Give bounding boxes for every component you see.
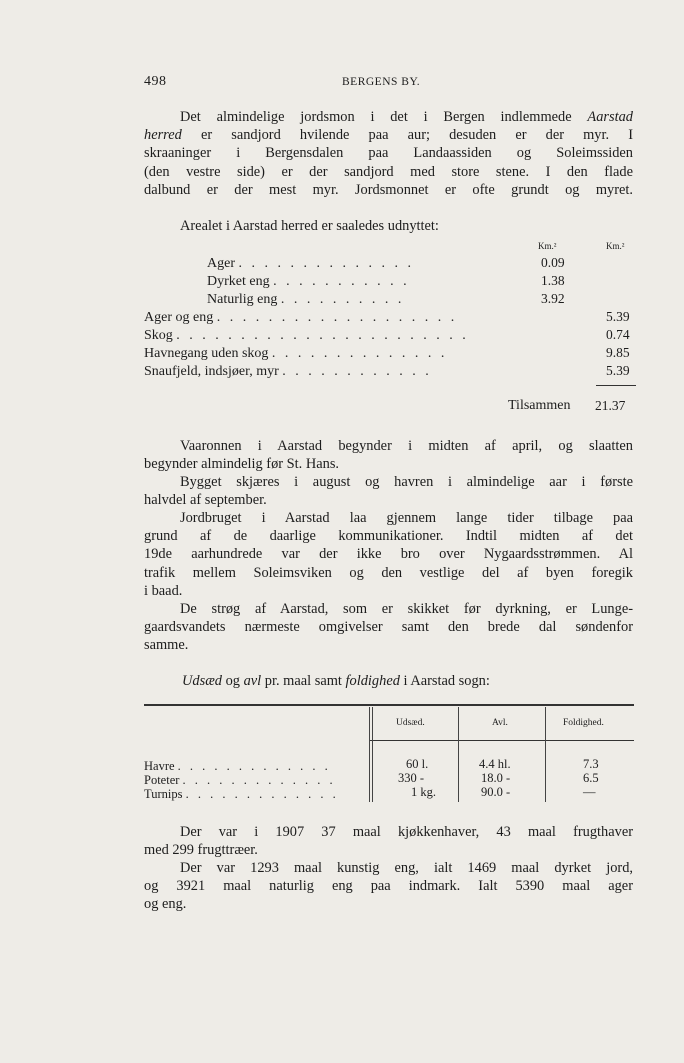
- text-line: [144, 509, 633, 527]
- caption-italic: foldighed: [345, 673, 400, 689]
- area-value: 1.38: [541, 273, 565, 288]
- leader-dots: . . . . . . . . . . . . . . . . . . .: [216, 310, 458, 325]
- table-cell-fold: —: [583, 785, 596, 799]
- area-row: [144, 345, 447, 363]
- text-line: [144, 600, 633, 618]
- row-label: Ager og eng: [144, 310, 214, 325]
- text-line: skraaninger i Bergensdalen paa Landaassiden og Soleimssiden: [144, 145, 633, 162]
- caption-italic: avl: [243, 673, 262, 689]
- paragraph-areas: [144, 600, 633, 655]
- text-line: [144, 859, 633, 877]
- text-line: [144, 473, 633, 491]
- caption-text: pr. maal samt: [264, 673, 342, 689]
- caption-text: og: [225, 673, 240, 689]
- area-value: 3.92: [541, 291, 565, 306]
- row-label: Ager: [207, 256, 235, 271]
- area-value: 5.39: [606, 363, 630, 378]
- text-line: dalbund er der mest myr. Jordsmonnet er ofte grundt og myret.: [144, 181, 633, 198]
- paragraph-soil: [144, 108, 633, 199]
- text-span: Det almindelige jordsmon i det i Bergen indlemmede: [180, 109, 572, 125]
- area-value: 9.85: [606, 345, 630, 360]
- leader-dots: . . . . . . . . . . . . . . . . . . . . . . .: [176, 328, 469, 343]
- row-label: Skog: [144, 328, 173, 343]
- paragraph-agriculture: [144, 509, 633, 600]
- table-col-rule: [458, 707, 459, 802]
- table-cell-udsaed: 1 kg.: [411, 785, 436, 799]
- area-row: [144, 309, 457, 327]
- table-row-label: [144, 773, 336, 788]
- row-label: Havnegang uden skog: [144, 346, 269, 361]
- text-line: (den vestre side) er der sandjord med store stene. I den flade: [144, 163, 633, 180]
- running-title: BERGENS BY.: [342, 76, 421, 88]
- text-line: og 3921 maal naturlig eng paa indmark. Ialt 5390 maal ager: [144, 878, 633, 895]
- table-col-rule: [372, 707, 373, 802]
- text-line: grund af de daarlige kommunikationer. Indtil midten af det: [144, 528, 633, 545]
- table-header-udsaed: Udsæd.: [396, 718, 425, 728]
- table-row-label: [144, 787, 339, 802]
- total-label: Tilsammen: [508, 398, 571, 413]
- text-line: gaardsvandets nærmeste omgivelser samt den brede dal søndenfor: [144, 619, 633, 636]
- text-line: i baad.: [144, 582, 183, 599]
- area-row: [144, 327, 469, 345]
- table-cell-fold: 7.3: [583, 757, 599, 771]
- table-cell-avl: 90.0 -: [481, 785, 511, 799]
- row-label: Havre: [144, 759, 175, 773]
- table-header-avl: Avl.: [492, 718, 508, 728]
- area-value: 0.09: [541, 255, 565, 270]
- text-span: Der var i 1907 37 maal kjøkkenhaver, 43 maal frugthaver: [180, 824, 633, 840]
- row-label: Dyrket eng: [207, 274, 270, 289]
- table-col-rule: [545, 707, 546, 802]
- leader-dots: . . . . . . . . . . . . . .: [238, 256, 414, 271]
- paragraph-gardens: [144, 823, 633, 859]
- text-line: [144, 108, 633, 126]
- table-caption: [182, 673, 490, 690]
- row-label: Naturlig eng: [207, 292, 278, 307]
- unit-header-2: Km.²: [606, 241, 625, 251]
- text-line: 19de aarhundrede var der ikke bro over Nygaardsstrømmen. Al: [144, 546, 633, 563]
- table-cell-avl: 18.0 -: [481, 771, 511, 785]
- text-line: begynder almindelig før St. Hans.: [144, 456, 340, 473]
- area-value: 0.74: [606, 327, 630, 342]
- table-cell-avl: 4.4 hl.: [479, 757, 511, 771]
- area-row: [207, 273, 410, 291]
- paragraph-spring: [144, 437, 633, 473]
- area-row: [207, 255, 414, 273]
- area-row: [207, 291, 404, 309]
- row-label: Snaufjeld, indsjøer, myr: [144, 364, 279, 379]
- caption-italic: Udsæd: [182, 673, 222, 689]
- row-label: Poteter: [144, 773, 180, 787]
- table-top-rule: [144, 704, 634, 706]
- row-label: Turnips: [144, 787, 183, 801]
- leader-dots: . . . . . . . . . . .: [273, 274, 410, 289]
- leader-dots: . . . . . . . . . .: [280, 292, 405, 307]
- unit-header-1: Km.²: [538, 241, 557, 251]
- table-row-label: [144, 759, 331, 774]
- text-span: Bygget skjæres i august og havren i almindelige aar i første: [180, 474, 633, 490]
- area-intro: Arealet i Aarstad herred er saaledes udnyttet:: [180, 218, 439, 234]
- text-line: trafik mellem Soleimsviken og den vestlige del af byen foregik: [144, 564, 633, 581]
- table-cell-udsaed: 60 l.: [406, 757, 429, 771]
- text-span: De strøg af Aarstad, som er skikket før dyrkning, er Lunge-: [180, 601, 633, 617]
- text-span: Jordbruget i Aarstad laa gjennem lange tider tilbage paa: [180, 510, 633, 526]
- text-line: og eng.: [144, 896, 187, 913]
- text-line: med 299 frugttræer.: [144, 842, 258, 859]
- text-span: er sandjord hvilende paa aur; desuden er der myr. I: [200, 127, 633, 144]
- sum-rule: [596, 385, 636, 386]
- text-span: Vaaronnen i Aarstad begynder i midten af april, og slaatten: [180, 438, 633, 454]
- text-line: [144, 437, 633, 455]
- paragraph-harvest: [144, 473, 633, 509]
- text-span: Der var 1293 maal kunstig eng, ialt 1469 maal dyrket jord,: [180, 860, 633, 876]
- page-number: 498: [144, 74, 167, 89]
- caption-text: i Aarstad sogn:: [403, 673, 490, 689]
- leader-dots: . . . . . . . . . . . . .: [182, 773, 336, 787]
- italic-word: herred: [144, 127, 182, 144]
- area-value: 5.39: [606, 309, 630, 324]
- text-line: samme.: [144, 637, 189, 654]
- table-col-rule: [369, 707, 370, 802]
- text-line: [144, 126, 633, 144]
- paragraph-meadows: [144, 859, 633, 914]
- text-line: [144, 823, 633, 841]
- table-cell-fold: 6.5: [583, 771, 599, 785]
- table-header-foldighed: Foldighed.: [563, 718, 604, 728]
- italic-word: Aarstad: [587, 109, 633, 125]
- leader-dots: . . . . . . . . . . . . .: [185, 787, 339, 801]
- area-row: [144, 363, 432, 381]
- leader-dots: . . . . . . . . . . . . . .: [271, 346, 448, 361]
- table-header-rule: [370, 740, 634, 741]
- leader-dots: . . . . . . . . . . . . .: [177, 759, 331, 773]
- table-cell-udsaed: 330 -: [398, 771, 425, 785]
- total-value: 21.37: [595, 398, 626, 413]
- text-line: halvdel af september.: [144, 492, 267, 509]
- leader-dots: . . . . . . . . . . . .: [282, 364, 432, 379]
